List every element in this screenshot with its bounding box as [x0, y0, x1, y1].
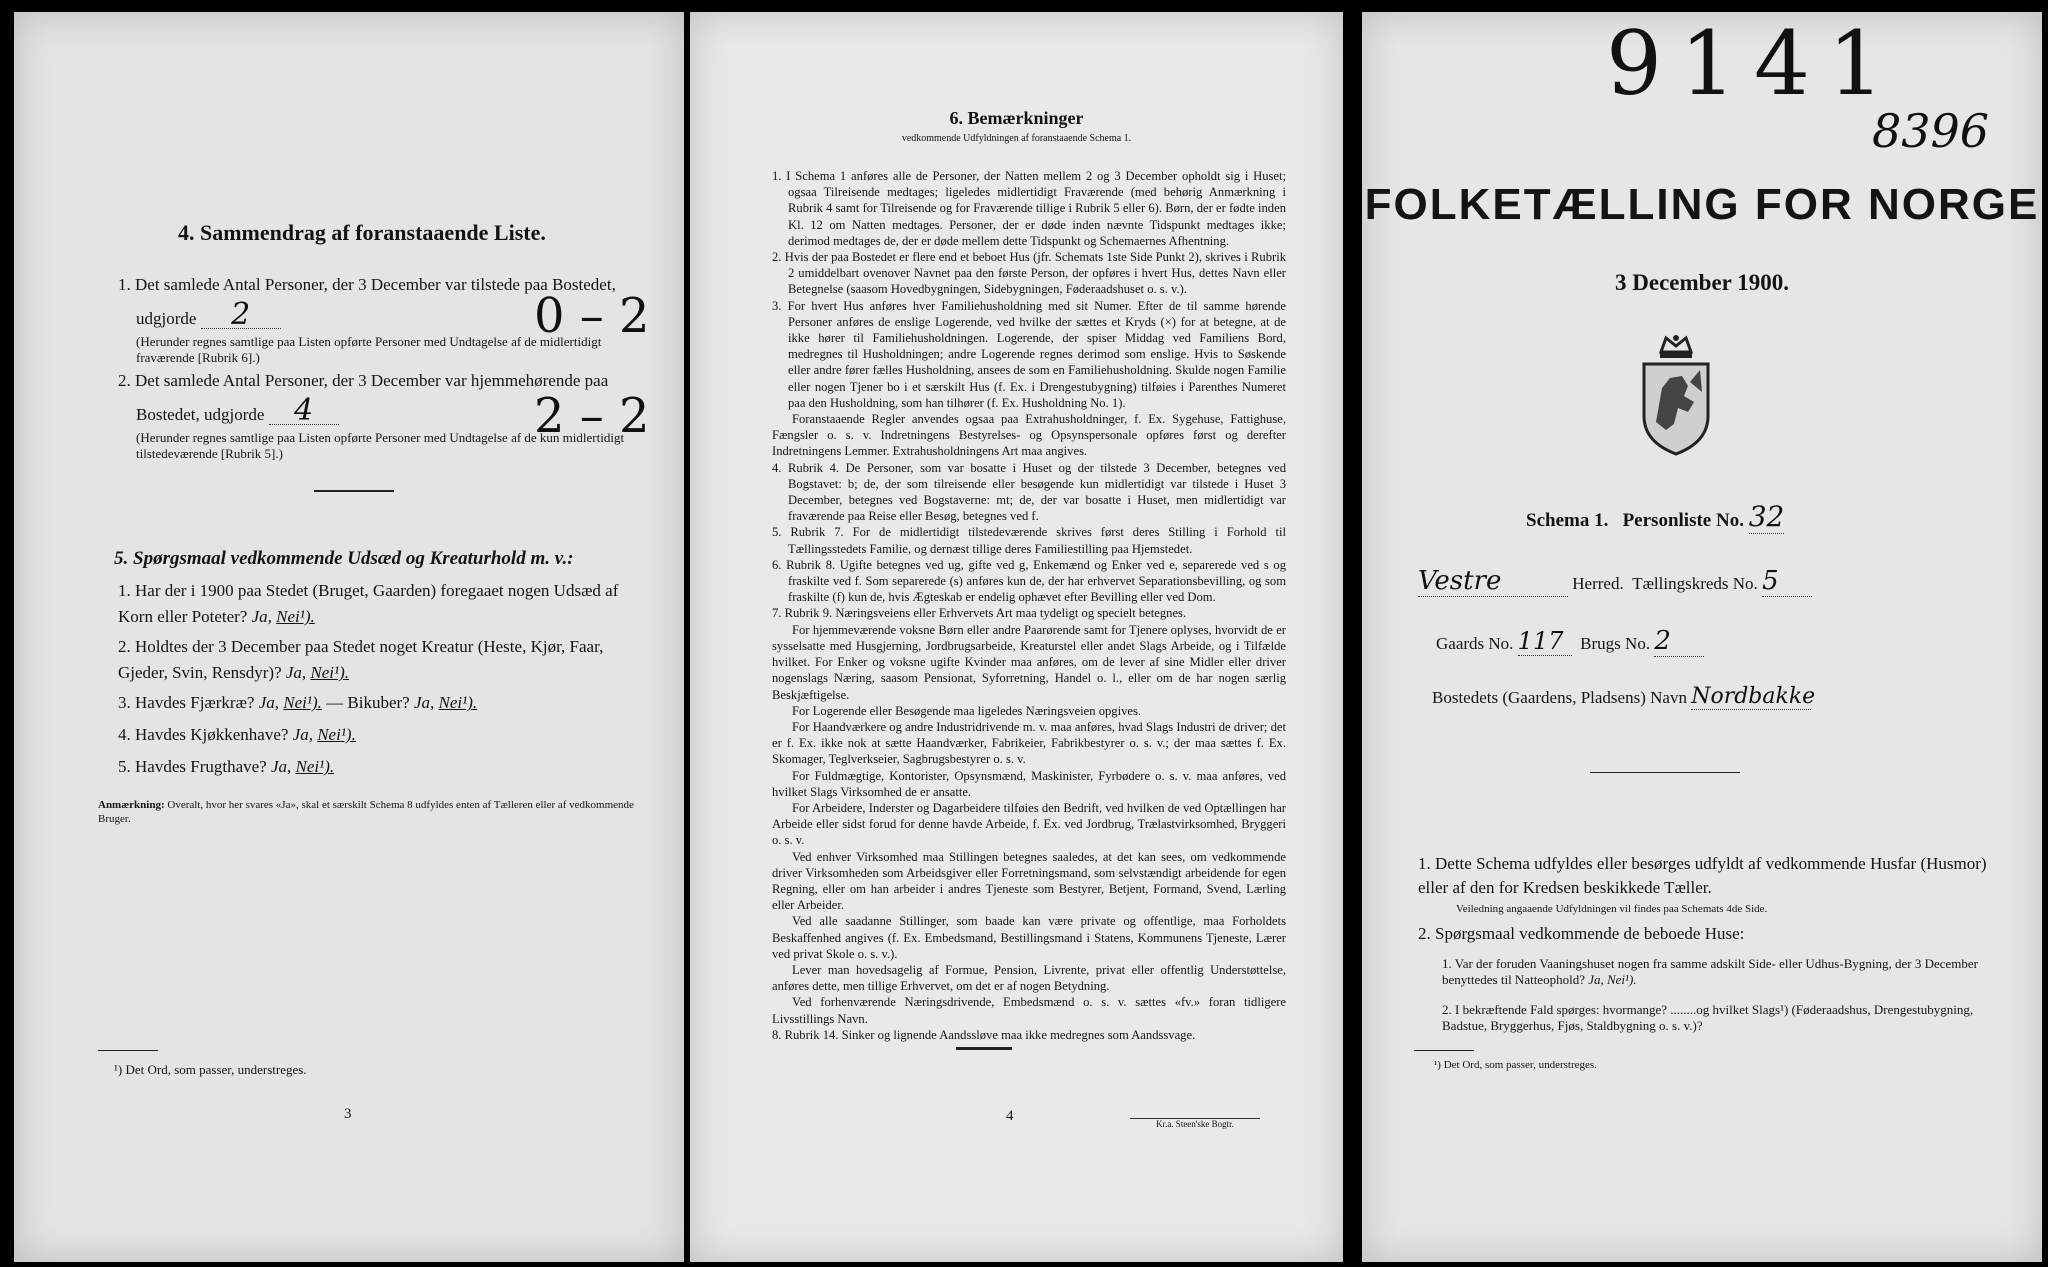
instruction-1-note: Veiledning angaaende Udfyldningen vil findes paa Schemats 4de Side. — [1456, 903, 1768, 915]
remark-7: 7. Rubrik 9. Næringsveiens eller Erhvervets Art maa tydeligt og specielt betegnes. — [772, 606, 1187, 621]
summary-question-2: 2. Det samlede Antal Personer, der 3 December var hjemmehørende paa — [118, 371, 609, 390]
answer-nei: Nei¹). — [438, 693, 478, 712]
remark-7i: Ved forhenværende Næringsdrivende, Embedsmænd o. s. v. sættes «fv.» foran tidligere Livsstillings Navn. — [772, 995, 1286, 1026]
instruction-2-1-text: 1. Var der foruden Vaaningshuset nogen fra samme adskilt Side- eller Udhus-Bygning, der 3 December benyttedes til Natteophold? — [1442, 956, 1978, 987]
remark-7a: For hjemmeværende voksne Børn eller andre Paarørende samt for Tjenere oplyses, hvorvidt de er sysselsatte med Husgjerning, Jordbrugsarbeide, Kreaturstel eller andet Slags Arbeide, og i Tilfælde hvilket. For Enker og voksne ugifte Kvinder maa anføres, om de lever af sine Midler eller driver nogenslags Næring, saasom Pensionat, Syforretning, Handel o. l., eller om de har nogen særlig Beskjæftigelse. — [772, 622, 1286, 702]
divider — [1590, 772, 1740, 773]
answer-ja: Ja, — [292, 725, 313, 744]
gaards-number: 117 — [1518, 627, 1572, 656]
crop-question-4-text: 4. Havdes Kjøkkenhave? — [118, 725, 289, 744]
remark-7c: For Haandværkere og andre Industridrivende m. v. maa anføres, hvad Slags Industri de driver; det er f. Ex. ikke nok at sætte Haandværker, Fabrikeier, Fabrikbestyrer o. s. v.; der maa sættes f. Ex. Skomager, Teglverkseier, Sagbrugsbestyrer o. s. v. — [772, 719, 1286, 767]
divider — [956, 1047, 1012, 1050]
herred-label: Herred. — [1572, 574, 1624, 593]
answer-nei: Nei¹). — [283, 693, 322, 712]
footnote: ¹) Det Ord, som passer, understreges. — [114, 1062, 307, 1077]
answer-ja: Ja, — [258, 693, 280, 712]
remark-3: 3. For hvert Hus anføres hver Familiehusholdning med sit Numer. Efter de til samme hørende Personer anføres de enslige Logerende, ved hvilke der sættes et Kryds (×) for at betegne, at de ikke hører til Familiehusholdningen. Logerende, der spiser Middag ved Familiens Bord, medregnes til Husholdningen; andre Logerende regnes derimod som enslige. Hvis to Søskende eller andre fører fælles Husholdning, ansees de som en Familiehusholdning. Skulde nogen Familie eller nogen Tjener bo i et særskilt Hus (f. Ex. i Drengestubygning) tilføies i Parenthes Numeret paa den Husholdning, som han tilhører (f. Ex. Husholdning No. 1). — [772, 298, 1286, 410]
summary-q1-udgjorde — [136, 297, 281, 332]
answer-ja: Ja, — [251, 607, 272, 626]
remark-5: 5. Rubrik 7. For de midlertidigt tilstedeværende skrives først deres Stilling i Forhold til Tællingsstedets Familie, og dernæst tillige deres Familiestilling paa Hjemstedet. — [772, 525, 1286, 556]
answer-ja: Ja, — [413, 693, 435, 712]
crop-question-4 — [118, 722, 638, 748]
summary-q1-note: (Herunder regnes samtlige paa Listen opførte Personer med Undtagelse af de midlertidigt fraværende [Rubrik 6].) — [136, 334, 602, 365]
herred-value: Vestre — [1418, 566, 1568, 597]
remarks-list — [766, 168, 1286, 1043]
remark-1: 1. I Schema 1 anføres alle de Personer, der Natten mellem 2 og 3 December opholdt sig i Huset; ogsaa Tilreisende medtages; ligeledes midlertidigt Fraværende (med behørig Anmærkning i Rubrik 4 samt for Tilreisende og for Fraværende tillige i Rubrik 5 eller 6). Børn, der er fødte inden Kl. 12 om Natten medtages. Personer, der er døde inden nævnte Tidspunkt medtages ikke; derimod medtages de, der er døde mellem dette Tidspunkt og Schemaernes Afhentning. — [772, 169, 1286, 248]
summary-q2-note: (Herunder regnes samtlige paa Listen opførte Personer med Undtagelse af de kun midlertidigt tilstedeværende [Rubrik 5].) — [136, 430, 625, 461]
gaards-label: Gaards No. — [1436, 634, 1514, 653]
brugs-number: 2 — [1654, 626, 1704, 657]
schema-line — [1526, 500, 1784, 534]
summary-q2-handwritten-total: 2 – 2 — [534, 388, 650, 444]
instruction-1: 1. Dette Schema udfyldes eller besørges udfyldt af vedkommende Husfar (Husmor) eller af den for Kredsen beskikkede Tæller. — [1418, 854, 1987, 897]
summary-q1-value: 2 — [201, 302, 281, 329]
instruction-2-1-answer: Ja, Nei¹). — [1588, 972, 1637, 987]
remark-6: 6. Rubrik 8. Ugifte betegnes ved ug, gifte ved g, Enkemænd og Enker ved e, separerede ved s og fraskilte ved f. Som separerede (s) anføres kun de, der har erhvervet Separationsbevilling, og som fraskilte (f) kun de, hvis Ægteskab er endelig ophævet efter Bevilling eller ved Dom. — [772, 557, 1286, 605]
answer-ja: Ja, — [285, 663, 307, 682]
census-title: FOLKETÆLLING FOR NORGE — [1364, 180, 2040, 229]
archive-number-2: 8396 — [1872, 104, 1990, 158]
answer-nei: Nei¹). — [310, 663, 350, 682]
instruction-2-2: 2. I bekræftende Fald spørges: hvormange? ........og hvilket Slags¹) (Føderaadshus, Drengestubygning, Badstue, Bryggerhus, Fjøs, Staldbygning o. s. v.)? — [1442, 1002, 1974, 1033]
remark-7e: For Arbeidere, Inderster og Dagarbeidere tilføies den Bedrift, ved hvilken de ved Optællingen har Arbeide eller sidst forud for denne havde Arbeide, f. Ex. ved Jordbrug, Trælastvirksomhed, Bryggeri o. s. v. — [772, 800, 1286, 848]
remark-8: 8. Rubrik 14. Sinker og lignende Aandssløve maa ikke medregnes som Aandssvage. — [772, 1027, 1196, 1042]
personliste-number: 32 — [1748, 500, 1785, 533]
summary-q2-bostedet — [136, 393, 339, 428]
census-date: 3 December 1900. — [1615, 270, 1789, 295]
page-3 — [14, 12, 684, 1262]
anmerkning-label: Anmærkning: — [98, 799, 165, 811]
kreds-number: 5 — [1762, 566, 1812, 597]
instruction-2: 2. Spørgsmaal vedkommende de beboede Huse: — [1418, 924, 1745, 943]
archive-number: 9141 — [1606, 12, 1902, 115]
instruction-2-1 — [1442, 956, 2008, 988]
bosted-value: Nordbakke — [1691, 684, 1816, 709]
page-4 — [690, 12, 1343, 1262]
herred-line — [1418, 566, 2018, 597]
printer-mark: Kr.a. Steen'ske Bogtr. — [1130, 1118, 1260, 1129]
anmerkning-text: Overalt, hvor her svares «Ja», skal et særskilt Schema 8 udfyldes enten af Tælleren eller af vedkommende Bruger. — [98, 799, 634, 825]
crop-question-3a-text: 3. Havdes Fjærkræ? — [118, 693, 255, 712]
summary-q1-handwritten-total: 0 – 2 — [534, 288, 650, 344]
page-number: 3 — [344, 1106, 352, 1122]
answer-nei: Nei¹). — [276, 607, 315, 626]
remark-2: 2. Hvis der paa Bostedet er flere end et beboet Hus (jfr. Schemats 1ste Side Punkt 2), skrives i Rubrik 2 umiddelbart ovenover Navnet paa den første Person, der opføres i hvert Hus, dettes Navn eller Betegnelse (saasom Hovedbygningen, Sidebygningen, Føderaadshuset o. s. v.). — [772, 250, 1286, 297]
answer-nei: Nei¹). — [295, 757, 335, 776]
bosted-line — [1432, 684, 1816, 710]
crop-question-5-text: 5. Havdes Frugthave? — [118, 757, 267, 776]
brugs-label: Brugs No. — [1580, 634, 1651, 653]
remark-7d: For Fuldmægtige, Kontorister, Opsynsmænd, Maskinister, Fyrbødere o. s. v. maa anføres, ved hvilket Slags Virksomhed de er ansatte. — [772, 768, 1286, 799]
footnote-rule — [1414, 1050, 1474, 1051]
bosted-label: Bostedets (Gaardens, Pladsens) Navn — [1432, 688, 1687, 707]
remark-7b: For Logerende eller Besøgende maa ligeledes Næringsveien opgives. — [792, 703, 1142, 718]
remark-7h: Lever man hovedsagelig af Formue, Pension, Livrente, privat eller offentlig Understøttelse, anføres dette, men tillige Erhvervet, om det er af nogen Betydning. — [772, 962, 1286, 994]
answer-ja: Ja, — [270, 757, 292, 776]
page-number: 4 — [1006, 1108, 1014, 1124]
personliste-label: Personliste No. — [1622, 510, 1744, 531]
remark-7g: Ved alle saadanne Stillinger, som baade kan være private og offentlige, maa Forholdets Beskaffenhed angives (f. Ex. Embedsmand, Bestillingsmand i Statens, Kommunens Tjeneste, Lærer ved privat Skole o. s. v.). — [772, 914, 1286, 961]
answer-nei: Nei¹). — [317, 725, 356, 744]
crop-question-1 — [118, 578, 638, 630]
kreds-label: Tællingskreds No. — [1632, 574, 1758, 593]
coat-of-arms-icon — [1626, 330, 1726, 460]
summary-q2-value: 4 — [269, 398, 339, 425]
divider — [314, 490, 394, 492]
remarks-subtitle: vedkommende Udfyldningen af foranstaaende Schema 1. — [901, 133, 1132, 144]
crop-question-2-text: 2. Holdtes der 3 December paa Stedet noget Kreatur (Heste, Kjør, Faar, Gjeder, Svin, Rensdyr)? — [118, 637, 604, 682]
crop-question-5 — [118, 754, 638, 780]
summary-question-1: 1. Det samlede Antal Personer, der 3 December var tilstede paa Bostedet, — [118, 275, 616, 294]
remark-7f: Ved enhver Virksomhed maa Stillingen betegnes saaledes, at det kan sees, om vedkommende driver Virksomheden som Arbeidsgiver eller Forretningsmand, som selvstændigt arbeidende for egen Regning, eller om han arbeider i andres Tjeneste som Bestyrer, Betjent, Formand, Svend, Lærling eller Arbeider. — [772, 849, 1286, 913]
crop-question-3 — [118, 690, 638, 716]
summary-q2-label: Bostedet, udgjorde — [136, 405, 265, 424]
page-1 — [1362, 12, 2042, 1262]
section-5-title: 5. Spørgsmaal vedkommende Udsæd og Kreaturhold m. v.: — [114, 548, 574, 569]
crop-question-3b-text: — Bikuber? — [326, 693, 410, 712]
gaards-line — [1436, 626, 1704, 657]
section-4-title: 4. Sammendrag af foranstaaende Liste. — [178, 220, 546, 245]
footnote: ¹) Det Ord, som passer, understreges. — [1434, 1059, 1597, 1071]
footnote-rule — [98, 1050, 158, 1051]
crop-question-1-text: 1. Har der i 1900 paa Stedet (Bruget, Gaarden) foregaaet nogen Udsæd af Korn eller Poteter? — [118, 581, 619, 626]
summary-q1-label: udgjorde — [136, 309, 197, 328]
remark-3-extra: Foranstaaende Regler anvendes ogsaa paa Extrahusholdninger, f. Ex. Sygehuse, Fattighuse, Fængsler o. s. v. Indretningens Bestyrelses- og Opsynspersonale opføres først og derefter Indretningens Lemmer. Extrahusholdningens Art maa angives. — [772, 412, 1286, 459]
crop-question-2 — [118, 634, 638, 686]
schema-label: Schema 1. — [1526, 510, 1609, 531]
remarks-title: 6. Bemærkninger — [949, 108, 1084, 128]
anmerkning — [98, 798, 658, 826]
remark-4: 4. Rubrik 4. De Personer, som var bosatte i Huset og der tilstede 3 December, betegnes ved Bogstavet: b; de, der som tilreisende eller besøgende kun midlertidigt var tilstede i Huset 3 December, betegnes ved Bogstaverne: mt; de, der var bosatte i Huset, men midlertidigt var fraværende paa Reise eller Besøg, betegnes ved f. — [772, 460, 1286, 524]
